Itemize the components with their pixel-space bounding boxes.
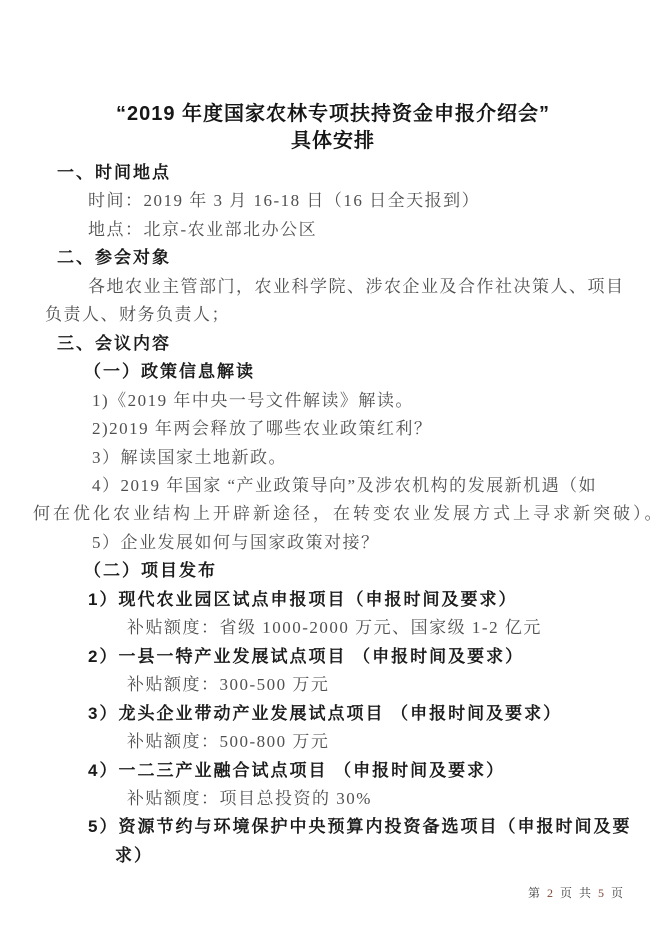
footer-prefix: 第 [527, 886, 547, 900]
project-3-subsidy: 补贴额度：500-800 万元 [127, 732, 330, 752]
page-footer [528, 886, 625, 900]
section-heading-attendees: 二、参会对象 [57, 248, 171, 268]
document-title: “2019 年度国家农林专项扶持资金申报介绍会” [115, 103, 551, 125]
time-line: 时间：2019 年 3 月 16-18 日（16 日全天报到） [88, 191, 481, 211]
document-body [0, 159, 666, 870]
project-3-title: 3）龙头企业带动产业发展试点项目 （申报时间及要求） [88, 703, 563, 723]
policy-item-4-line-2: 何在优化农业结构上开辟新途径，在转变农业发展方式上寻求新突破）。 [33, 504, 665, 524]
project-5-title-line-2: 求） [115, 845, 153, 865]
project-4-subsidy: 补贴额度：项目总投资的 30% [127, 788, 372, 808]
subsection-policy-heading: （一）政策信息解读 [84, 362, 255, 382]
project-1-subsidy: 补贴额度：省级 1000-2000 万元、国家级 1-2 亿元 [127, 618, 542, 638]
footer-page-number: 2 [546, 886, 555, 900]
policy-item-5: 5）企业发展如何与国家政策对接？ [92, 532, 380, 552]
project-2-subsidy: 补贴额度：300-500 万元 [127, 675, 330, 695]
section-heading-agenda: 三、会议内容 [57, 333, 171, 353]
footer-suffix: 页 [605, 886, 625, 900]
project-1-title: 1）现代农业园区试点申报项目（申报时间及要求） [88, 589, 518, 609]
project-4-title: 4）一二三产业融合试点项目 （申报时间及要求） [88, 760, 506, 780]
document-title-block [0, 101, 666, 155]
project-5-title-line-1: 5）资源节约与环境保护中央预算内投资备选项目（申报时间及要 [88, 817, 632, 837]
policy-item-1: 1)《2019 年中央一号文件解读》解读。 [92, 390, 414, 410]
project-2-title: 2）一县一特产业发展试点项目 （申报时间及要求） [88, 646, 525, 666]
footer-mid: 页 共 [554, 886, 598, 900]
place-line: 地点：北京-农业部北办公区 [88, 219, 318, 239]
subsection-projects-heading: （二）项目发布 [84, 561, 217, 581]
policy-item-3: 3）解读国家土地新政。 [92, 447, 287, 467]
attendees-line-1: 各地农业主管部门，农业科学院、涉农企业及合作社决策人、项目 [88, 276, 625, 296]
footer-total-pages: 5 [597, 886, 606, 900]
policy-item-4-line-1: 4）2019 年国家 “产业政策导向”及涉农机构的发展新机遇（如 [92, 475, 598, 495]
policy-item-2: 2)2019 年两会释放了哪些农业政策红利？ [92, 419, 433, 439]
attendees-line-2: 负责人、财务负责人； [45, 305, 230, 325]
section-heading-time-place: 一、时间地点 [57, 163, 171, 182]
document-subtitle: 具体安排 [291, 130, 375, 152]
